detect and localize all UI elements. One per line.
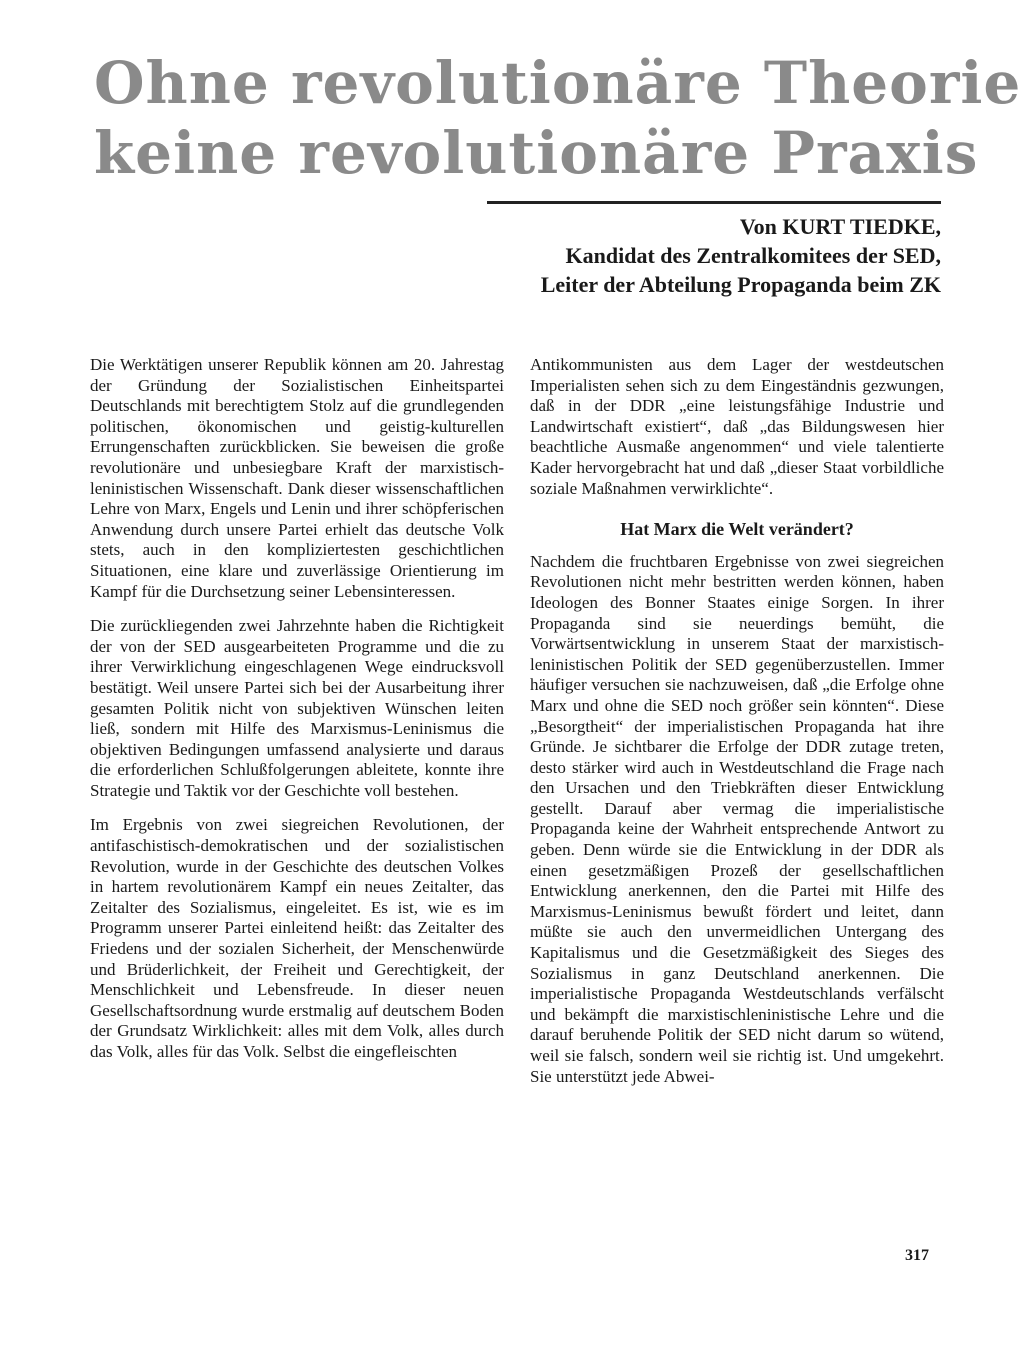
paragraph: Die zurückliegenden zwei Jahrzehnte haben die Richtigkeit der von der SED ausgearbeiteten Programme und die zu ihrer Verwirklichung eingeschlagenen Wege eindrucksvoll bestätigt. Weil unsere Partei sich bei der Ausarbeitung ihrer gesamten Politik nicht von subjektiven Wünschen leiten ließ, sondern mit Hilfe des Marxismus-Leninismus die objektiven Bedingungen umfassend analysierte und daraus die erforderlichen Schlußfolgerungen ableitete, konnte ihre Strategie und Taktik vor der Geschichte voll bestehen.	[90, 616, 504, 800]
paragraph: Antikommunisten aus dem Lager der westdeutschen Imperialisten sehen sich zu dem Eingeständnis gezwungen, daß in der DDR „eine leistungsfähige Industrie und Landwirtschaft existiert“, daß „das Bildungswesen hier beachtliche Ausmaße angenommen“ und viele talentierte Kader hervorgebracht hat und daß „dieser Staat vorbildliche soziale Maßnahmen verwirklichte“.	[530, 355, 944, 498]
paragraph: Die Werktätigen unserer Republik können am 20. Jahrestag der Gründung der Sozialistischen Einheitspartei Deutschlands mit berechtigtem Stolz auf die grundlegenden politischen, ökonomischen und geistig-kulturellen Errungenschaften zurückblicken. Sie beweisen die große revolutionäre und unbesiegbare Kraft der marxistisch-leninistischen Wissenschaft. Dank dieser wissenschaftlichen Lehre von Marx, Engels und Lenin und ihrer schöpferischen Anwendung durch unsere Partei erhielt das deutsche Volk stets, auch in den kompliziertesten geschichtlichen Situationen, eine klare und zuverlässige Orientierung im Kampf für die Durchsetzung seiner Lebensinteressen.	[90, 355, 504, 601]
page-title	[94, 48, 1022, 188]
author-byline	[541, 212, 941, 299]
right-column	[530, 355, 944, 1101]
byline-author: Von KURT TIEDKE,	[739, 214, 941, 239]
byline-position: Kandidat des Zentralkomitees der SED,	[565, 243, 941, 268]
paragraph: Nachdem die fruchtbaren Ergebnisse von zwei siegreichen Revolutionen nicht mehr bestritten werden können, haben Ideologen des Bonner Staates einige Sorgen. In ihrer Propaganda sind sie neuerdings bemüht, die Vorwärtsentwicklung in unserem Staat der marxistisch-leninistischen Politik der SED gegenüberzustellen. Immer häufiger versuchen sie nachzuweisen, daß „die Erfolge ohne Marx und ohne die SED noch größer sein könnten“. Diese „Besorgtheit“ der imperialistischen Propaganda hat ihre Gründe. Je sichtbarer die Erfolge der DDR zutage treten, desto stärker wird auch in Westdeutschland die Frage nach den Ursachen und den Triebkräften dieser Entwicklung gestellt. Darauf aber vermag die imperialistische Propaganda keine der Wahrheit entsprechende Antwort zu geben. Denn würde sie die Entwicklung in der DDR als einen gesetzmäßigen Prozeß der gesellschaftlichen Entwicklung anerkennen, den die Partei mit Hilfe des Marxismus-Leninismus bewußt fördert und leitet, dann müßte sie auch den unvermeidlichen Untergang des Kapitalismus und die Gesetzmäßigkeit des Sieges des Sozialismus in ganz Deutschland anerkennen. Die imperialistische Propaganda Westdeutschlands verfälscht und bekämpft die marxistischleninistische Lehre und die darauf beruhende Politik der SED nicht darum so wütend, weil sie falsch, sondern weil sie richtig ist. Und umgekehrt. Sie unterstützt jede Abwei-	[530, 551, 944, 1086]
left-column	[90, 355, 504, 1077]
byline-role: Leiter der Abteilung Propaganda beim ZK	[540, 272, 941, 297]
title-line-1: Ohne revolutionäre Theorie	[94, 49, 1022, 117]
byline-divider	[487, 201, 941, 204]
title-line-2: keine revolutionäre Praxis	[94, 119, 979, 187]
paragraph: Im Ergebnis von zwei siegreichen Revolutionen, der antifaschistisch-demokratischen und der sozialistischen Revolution, wurde in der Geschichte des deutschen Volkes in hartem revolutionärem Kampf ein neues Zeitalter, das Zeitalter des Sozialismus, eingeleitet. Es ist, wie es im Programm unserer Partei einleitend heißt: das Zeitalter des Friedens und der sozialen Sicherheit, der Menschenwürde und Brüderlichkeit, der Freiheit und Gerechtigkeit, der Menschlichkeit und Lebensfreude. In dieser neuen Gesellschaftsordnung wurde erstmalig auf deutschem Boden der Grundsatz Wirklichkeit: alles mit dem Volk, alles durch das Volk, alles für das Volk. Selbst die eingefleischten	[90, 815, 504, 1061]
section-heading: Hat Marx die Welt verändert?	[620, 519, 854, 540]
page-number: 317	[905, 1247, 929, 1264]
